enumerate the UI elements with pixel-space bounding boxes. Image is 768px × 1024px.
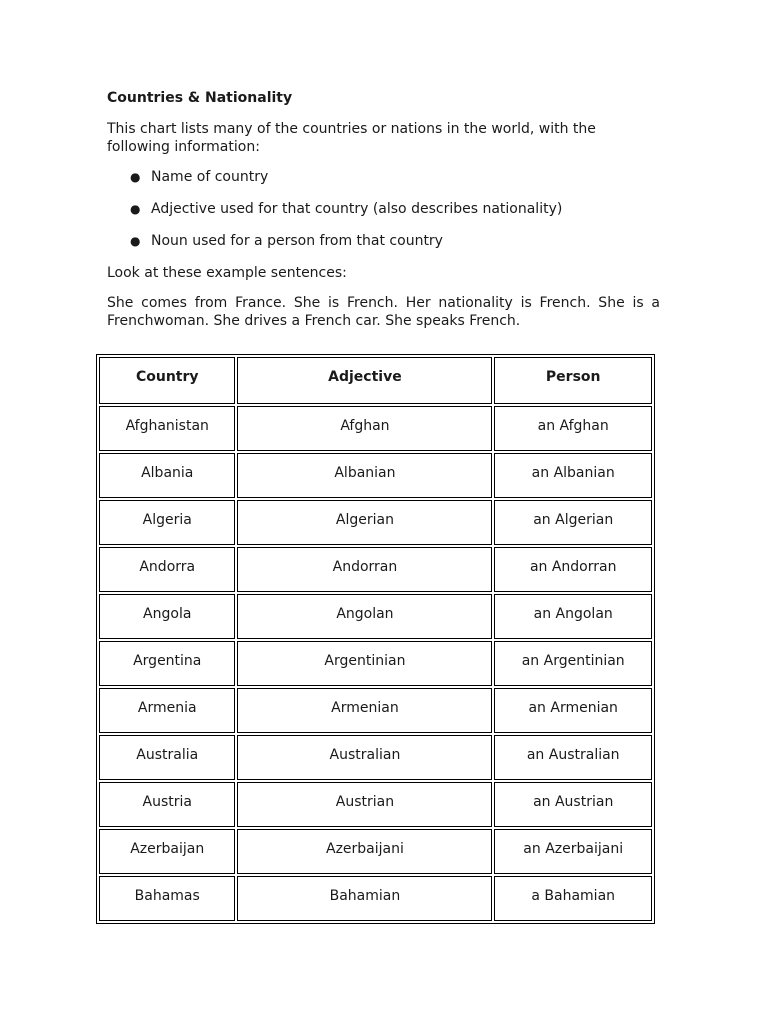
header-country: Country <box>99 357 235 404</box>
cell-adjective: Azerbaijani <box>237 829 492 874</box>
cell-country: Afghanistan <box>99 406 235 451</box>
table-row <box>99 876 652 921</box>
cell-country: Australia <box>99 735 235 780</box>
cell-country: Angola <box>99 594 235 639</box>
list-item-label: Adjective used for that country (also describes nationality) <box>151 201 563 217</box>
table-row <box>99 829 652 874</box>
table-row <box>99 406 652 451</box>
table-row <box>99 782 652 827</box>
cell-person: an Afghan <box>494 406 652 451</box>
table-row <box>99 547 652 592</box>
cell-adjective: Austrian <box>237 782 492 827</box>
cell-adjective: Argentinian <box>237 641 492 686</box>
cell-person: an Argentinian <box>494 641 652 686</box>
cell-country: Algeria <box>99 500 235 545</box>
list-item <box>130 232 660 250</box>
nationality-table <box>96 354 655 924</box>
example-paragraph: She comes from France. She is French. Her nationality is French. She is a Frenchwoman. She drives a French car. She speaks French. <box>107 295 660 329</box>
page-title: Countries & Nationality <box>107 90 293 106</box>
cell-country: Andorra <box>99 547 235 592</box>
cell-adjective: Australian <box>237 735 492 780</box>
cell-person: an Algerian <box>494 500 652 545</box>
cell-country: Albania <box>99 453 235 498</box>
header-adjective: Adjective <box>237 357 492 404</box>
table-row <box>99 641 652 686</box>
cell-person: an Austrian <box>494 782 652 827</box>
bullet-icon: ● <box>130 202 141 216</box>
cell-person: an Angolan <box>494 594 652 639</box>
cell-country: Armenia <box>99 688 235 733</box>
cell-adjective: Afghan <box>237 406 492 451</box>
table-row <box>99 735 652 780</box>
cell-adjective: Algerian <box>237 500 492 545</box>
cell-person: an Australian <box>494 735 652 780</box>
cell-adjective: Bahamian <box>237 876 492 921</box>
list-item-label: Noun used for a person from that country <box>151 233 443 249</box>
cell-person: an Azerbaijani <box>494 829 652 874</box>
bullet-icon: ● <box>130 234 141 248</box>
cell-country: Azerbaijan <box>99 829 235 874</box>
cell-person: an Albanian <box>494 453 652 498</box>
list-item <box>130 168 660 186</box>
cell-country: Bahamas <box>99 876 235 921</box>
list-item-label: Name of country <box>151 169 269 185</box>
info-list <box>107 168 660 250</box>
table-row <box>99 500 652 545</box>
cell-adjective: Armenian <box>237 688 492 733</box>
cell-country: Argentina <box>99 641 235 686</box>
table-row <box>99 594 652 639</box>
cell-adjective: Albanian <box>237 453 492 498</box>
table-row <box>99 453 652 498</box>
lead-paragraph: Look at these example sentences: <box>107 265 347 281</box>
bullet-icon: ● <box>130 170 141 184</box>
cell-person: a Bahamian <box>494 876 652 921</box>
table-header-row <box>99 357 652 404</box>
cell-country: Austria <box>99 782 235 827</box>
table-body <box>99 406 652 921</box>
list-item <box>130 200 660 218</box>
cell-adjective: Andorran <box>237 547 492 592</box>
cell-person: an Armenian <box>494 688 652 733</box>
intro-paragraph: This chart lists many of the countries or nations in the world, with the following information: <box>107 121 596 155</box>
cell-person: an Andorran <box>494 547 652 592</box>
cell-adjective: Angolan <box>237 594 492 639</box>
table-row <box>99 688 652 733</box>
header-person: Person <box>494 357 652 404</box>
document-body <box>107 88 660 330</box>
